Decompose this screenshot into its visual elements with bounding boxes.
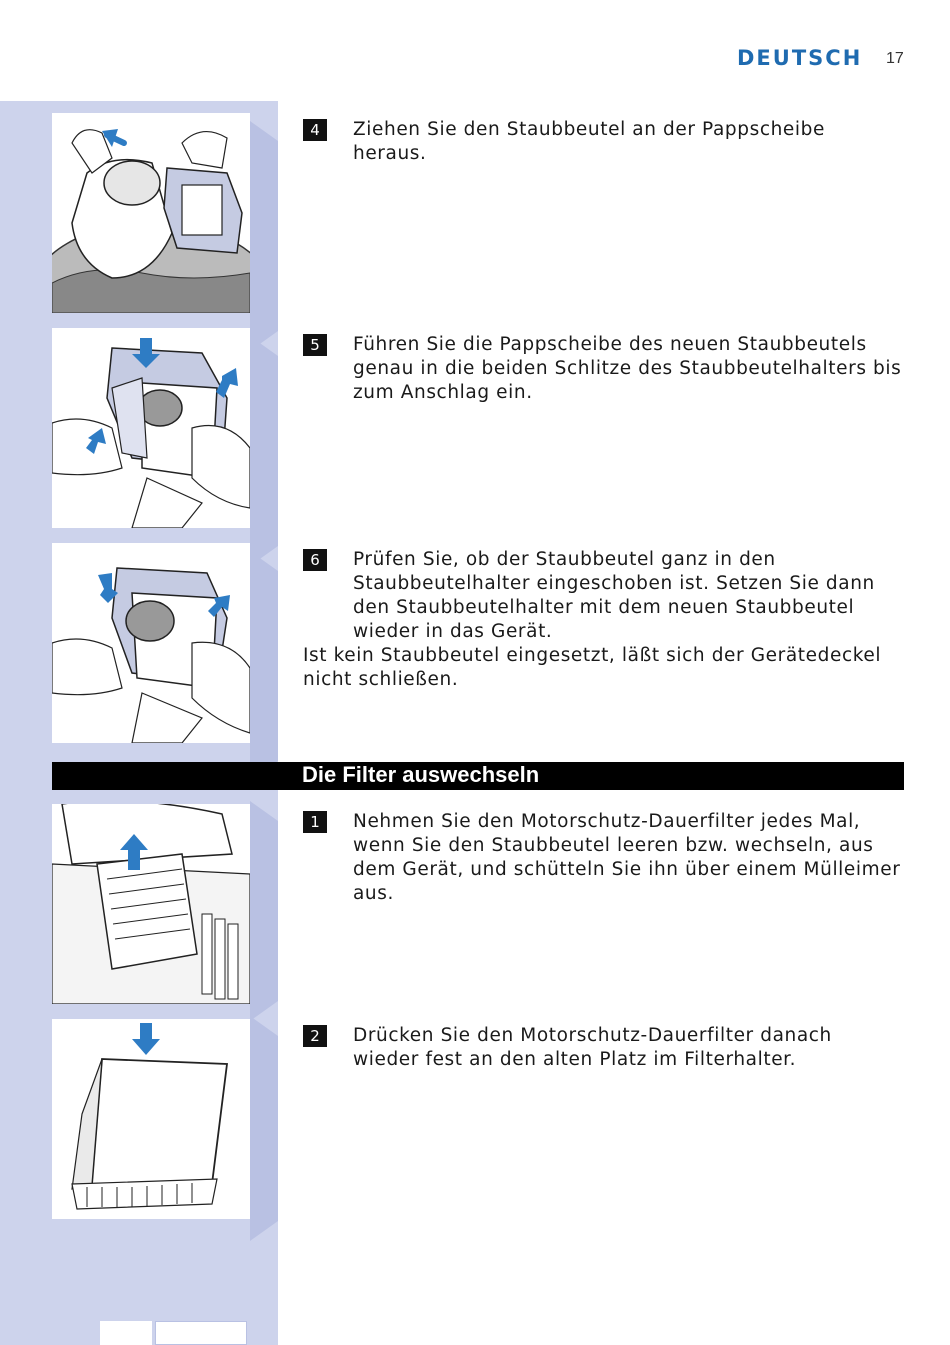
illustration-check-bag <box>52 543 250 743</box>
step-number: 4 <box>303 119 327 141</box>
illustration-insert-bag <box>52 328 250 528</box>
step-text: Ziehen Sie den Staubbeutel an der Pappscheibe heraus. <box>353 119 825 164</box>
step-number: 2 <box>303 1025 327 1047</box>
step-note: Ist kein Staubbeutel eingesetzt, läßt sich der Gerätedeckel nicht schließen. <box>303 645 882 690</box>
section-title: Die Filter auswechseln <box>302 762 540 787</box>
step-5 <box>303 333 903 405</box>
footer-strip <box>100 1321 152 1345</box>
step-number: 1 <box>303 811 327 833</box>
step-4 <box>303 118 903 166</box>
step-text: Drücken Sie den Motorschutz-Dauerfilter danach wieder fest an den alten Platz im Filterhalter. <box>353 1025 832 1070</box>
step-number: 5 <box>303 334 327 356</box>
page-number: 17 <box>886 50 904 67</box>
filter-step-1 <box>303 810 903 906</box>
step-text: Führen Sie die Pappscheibe des neuen Staubbeutels genau in die beiden Schlitze des Staubbeutelhalters bis zum Anschlag ein. <box>353 334 902 403</box>
illustration-insert-filter <box>52 1019 250 1219</box>
header-language: DEUTSCH <box>737 46 863 70</box>
illustration-remove-filter <box>52 804 250 1004</box>
sidebar-fold-decoration <box>250 101 278 1345</box>
step-text: Nehmen Sie den Motorschutz-Dauerfilter jedes Mal, wenn Sie den Staubbeutel leeren bzw. wechseln, aus dem Gerät, und schütteln Sie ihn über einem Mülleimer aus. <box>353 811 901 904</box>
step-text: Prüfen Sie, ob der Staubbeutel ganz in den Staubbeutelhalter eingeschoben ist. Setzen Sie dann den Staubbeutelhalter mit dem neuen Staubbeutel wieder in das Gerät. <box>353 549 875 642</box>
step-number: 6 <box>303 549 327 571</box>
filter-step-2 <box>303 1024 903 1072</box>
footer-strip <box>155 1321 247 1345</box>
illustration-remove-bag <box>52 113 250 313</box>
step-6 <box>303 548 903 692</box>
